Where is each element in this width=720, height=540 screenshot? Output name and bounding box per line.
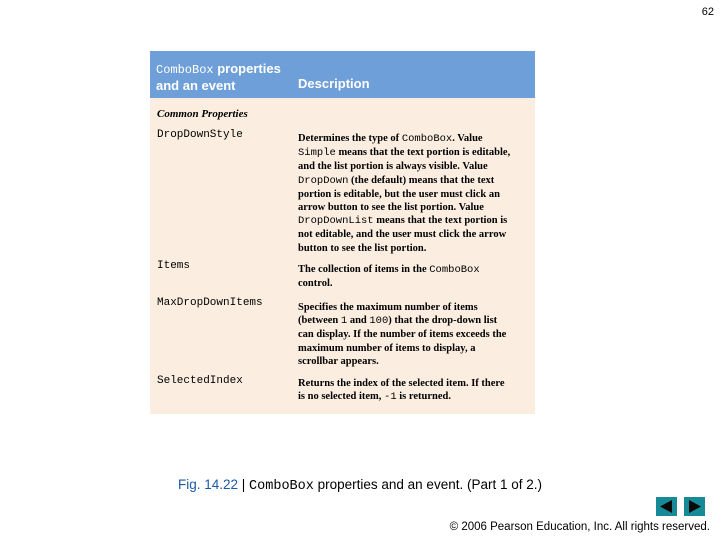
caption-combobox-term: ComboBox <box>249 479 314 494</box>
description-text: portion is editable, but the user must click an <box>298 188 500 200</box>
next-slide-button[interactable] <box>684 497 705 516</box>
description-line <box>298 201 536 214</box>
caption-text: properties and an event. (Part 1 of 2.) <box>313 477 542 492</box>
previous-slide-button[interactable] <box>656 497 677 516</box>
section-label: Common Properties <box>157 108 248 120</box>
header-combobox-term: ComboBox <box>156 63 214 77</box>
description-text: and <box>347 315 370 327</box>
description-line <box>298 377 536 390</box>
description-text: and the list portion is always visible. Value <box>298 161 488 173</box>
property-description <box>298 132 536 255</box>
description-text: can display. If the number of items exceeds the <box>298 329 507 341</box>
caption-separator: | <box>238 477 250 492</box>
description-line <box>298 188 536 201</box>
copyright-notice: © 2006 Pearson Education, Inc. All rights reserved. <box>449 521 710 533</box>
description-line <box>298 263 536 277</box>
code-term: DropDown <box>298 174 349 187</box>
description-text: . Value <box>452 133 483 144</box>
description-line <box>298 328 536 341</box>
header-col1-line2: and an event <box>156 78 236 93</box>
description-text: (between <box>298 315 341 327</box>
code-term: -1 <box>384 391 397 404</box>
page-number: 62 <box>701 6 714 18</box>
triangle-right-icon <box>688 500 701 513</box>
code-term: 100 <box>369 315 389 328</box>
description-text: Determines the type of <box>298 133 402 144</box>
table-header <box>150 51 535 98</box>
description-text: button to see the list portion. <box>298 242 427 254</box>
description-text: is no selected item, <box>298 391 385 403</box>
description-text: not editable, and the user must click the arrow <box>298 229 507 241</box>
description-text: (the default) means that the text <box>348 174 495 186</box>
header-properties-column <box>156 61 281 93</box>
description-line <box>298 342 536 355</box>
header-description-column: Description <box>298 76 370 91</box>
description-text: The collection of items in the <box>298 264 430 275</box>
property-description <box>298 301 536 368</box>
description-line <box>298 174 536 188</box>
description-line <box>298 160 536 173</box>
code-term: Simple <box>298 147 336 160</box>
property-name: SelectedIndex <box>157 375 243 387</box>
description-text: scrollbar appears. <box>298 355 379 367</box>
description-line <box>298 228 536 241</box>
description-text: ) that the drop-down list <box>388 315 498 327</box>
description-text: arrow button to see the list portion. Value <box>298 202 484 214</box>
description-text: control. <box>298 278 333 290</box>
figure-number: Fig. 14.22 <box>177 477 239 492</box>
description-line <box>298 355 536 368</box>
property-description <box>298 377 536 404</box>
code-term: DropDownList <box>298 215 374 228</box>
property-name: MaxDropDownItems <box>157 297 263 309</box>
description-line <box>298 314 536 328</box>
description-line <box>298 277 536 290</box>
code-term: 1 <box>340 315 348 328</box>
description-line <box>298 132 536 146</box>
property-description <box>298 263 536 290</box>
description-line <box>298 301 536 314</box>
properties-table <box>150 51 535 414</box>
figure-caption <box>0 477 720 494</box>
description-line <box>298 214 536 228</box>
description-text: Specifies the maximum number of items <box>298 302 478 313</box>
description-text: is returned. <box>396 391 451 403</box>
property-name: Items <box>157 260 191 272</box>
description-text: means that the text portion is <box>373 215 508 227</box>
description-text: means that the text portion is editable, <box>335 147 511 159</box>
description-line <box>298 242 536 255</box>
header-col1-rest: properties <box>213 61 281 76</box>
description-text: Returns the index of the selected item. If there <box>298 378 505 389</box>
description-text: maximum number of items to display, a <box>298 342 476 354</box>
code-term: ComboBox <box>429 264 480 276</box>
triangle-left-icon <box>660 500 673 513</box>
code-term: ComboBox <box>401 133 453 145</box>
description-line <box>298 146 536 160</box>
property-name: DropDownStyle <box>157 129 243 141</box>
description-line <box>298 390 536 404</box>
